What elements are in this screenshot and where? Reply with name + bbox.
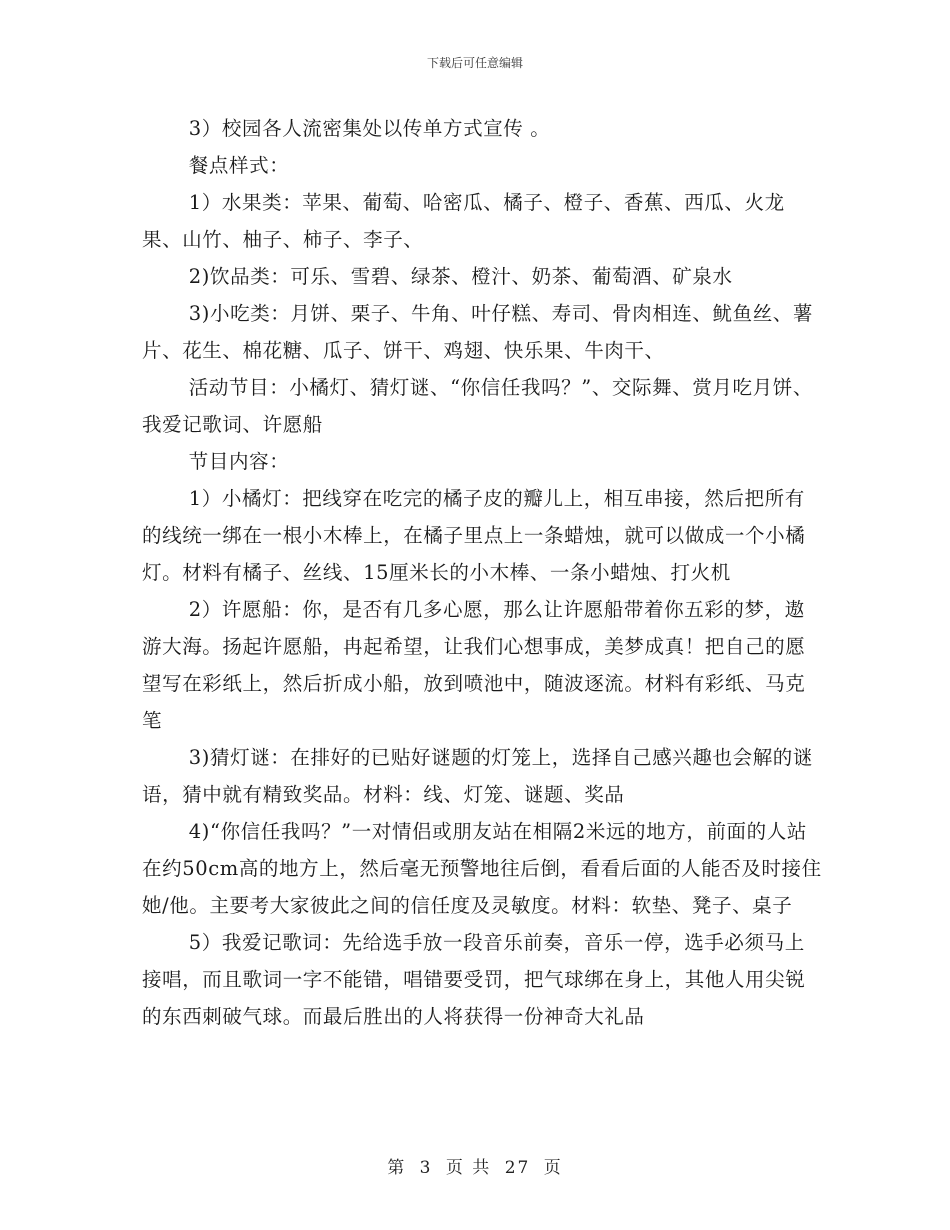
footer-middle: 页 共 [445,1158,492,1178]
paragraph-4: 2)饮品类：可乐、雪碧、绿茶、橙汁、奶茶、葡萄酒、矿泉水 [188,265,733,288]
paragraph-12: 5）我爱记歌词：先给选手放一段音乐前奏，音乐一停，选手必须马上接唱，而且歌词一字不能错，唱错要受罚，把气球绑在身上，其他人用尖锐的东西刺破气球。而最后胜出的人将获得一份神奇大礼品 [142,931,806,1028]
paragraph-6: 活动节目：小橘灯、猜灯谜、“你信任我吗？”、交际舞、赏月吃月饼、我爱记歌词、许愿船 [142,376,813,436]
paragraph-10: 3)猜灯谜：在排好的已贴好谜题的灯笼上，选择自己感兴趣也会解的谜语，猜中就有精致奖品。材料：线、灯笼、谜题、奖品 [142,746,814,806]
paragraph-1: 3）校园各人流密集处以传单方式宣传 。 [188,117,551,140]
paragraph-5: 3)小吃类：月饼、栗子、牛角、叶仔糕、寿司、骨肉相连、鱿鱼丝、薯片、花生、棉花糖、瓜子、饼干、鸡翅、快乐果、牛肉干、 [142,302,814,362]
paragraph-8: 1）小橘灯：把线穿在吃完的橘子皮的瓣儿上，相互串接，然后把所有的线统一绑在一根小木棒上，在橘子里点上一条蜡烛，就可以做成一个小橘灯。材料有橘子、丝线、15厘米长的小木棒、一条小蜡烛、打火机 [142,487,806,584]
paragraph-3: 1）水果类：苹果、葡萄、哈密瓜、橘子、橙子、香蕉、西瓜、火龙果、山竹、柚子、柿子、李子、 [142,191,785,251]
footer-total-pages: 27 [504,1158,531,1178]
paragraph-9: 2）许愿船：你，是否有几多心愿，那么让许愿船带着你五彩的梦，遨游大海。扬起许愿船，冉起希望，让我们心想事成，美梦成真！把自己的愿望写在彩纸上，然后折成小船，放到喷池中，随波逐流。材料有彩纸、马克笔 [142,598,806,732]
paragraph-7: 节目内容： [188,450,290,473]
footer-suffix: 页 [543,1158,563,1178]
page-body [142,110,822,1035]
footer-page-number: 3 [419,1158,433,1178]
page-header: 下载后可任意编辑 [426,56,523,70]
paragraph-11: 4)“你信任我吗？”一对情侣或朋友站在相隔2米远的地方，前面的人站在约50cm高的地方上，然后毫无预警地往后倒，看看后面的人能否及时接住她/他。主要考大家彼此之间的信任度及灵敏度。材料：软垫、凳子、桌子 [142,820,822,917]
page-footer [0,1153,950,1178]
footer-prefix: 第 [387,1158,407,1178]
paragraph-2: 餐点样式： [188,154,290,177]
